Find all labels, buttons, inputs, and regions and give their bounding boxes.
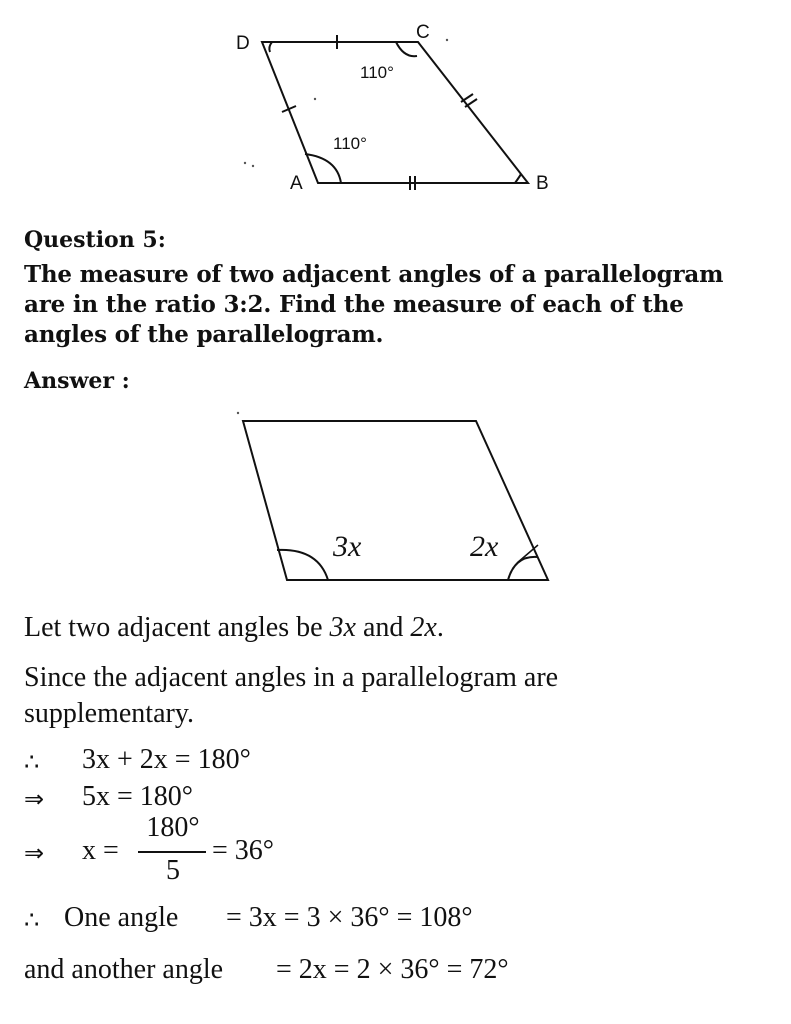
angle-c-arc xyxy=(396,42,417,56)
implies-symbol-1: ⇒ xyxy=(24,785,45,813)
vertex-d-label: D xyxy=(236,33,250,54)
therefore-symbol-1: ∴ xyxy=(24,748,40,776)
equation-3-rhs: = 36° xyxy=(212,835,274,866)
solution-reason: Since the adjacent angles in a parallelogram are supplementary. xyxy=(24,662,559,729)
equation-4-label: One angle xyxy=(64,902,179,933)
equation-5: = 2x = 2 × 36° = 72° xyxy=(276,954,509,985)
angle-3x-label: 3x xyxy=(333,530,362,563)
solution-intro-mid: and xyxy=(355,612,411,643)
question-heading: Question 5: xyxy=(24,227,166,253)
solution-intro-text: Let two adjacent angles be xyxy=(24,612,330,643)
parallelogram-ratio-outline xyxy=(243,421,548,580)
vertex-b-label: B xyxy=(536,173,549,194)
parallelogram-abcd-outline xyxy=(262,42,528,183)
equation-3-lhs: x = xyxy=(82,835,119,866)
solution-intro-var1: 3x xyxy=(329,612,356,643)
angle-a-arc xyxy=(305,154,341,183)
therefore-symbol-2: ∴ xyxy=(24,906,40,934)
implies-symbol-2: ⇒ xyxy=(24,839,45,867)
answer-heading: Answer : xyxy=(24,368,130,394)
angle-c-label: 110° xyxy=(360,63,394,82)
angle-b-arc xyxy=(515,174,521,183)
solution-intro-var2: 2x xyxy=(410,612,437,643)
vertex-a-label: A xyxy=(290,173,303,194)
equation-3-numerator: 180° xyxy=(146,812,200,843)
equation-3-denominator: 5 xyxy=(166,855,180,886)
question-text: The measure of two adjacent angles of a parallelogram are in the ratio 3:2. Find the measure of each of the angles of the parallelogram. xyxy=(24,261,724,348)
equation-4: = 3x = 3 × 36° = 108° xyxy=(226,902,473,933)
solution-intro-line xyxy=(24,612,444,644)
parallelogram-abcd-figure xyxy=(0,0,791,205)
vertex-c-label: C xyxy=(416,22,430,43)
angle-d-arc xyxy=(269,42,272,52)
angle-2x-arc xyxy=(508,557,538,580)
fraction-bar xyxy=(138,851,206,853)
equation-2: 5x = 180° xyxy=(82,781,193,812)
angle-3x-arc xyxy=(277,550,328,580)
equation-5-label: and another angle xyxy=(24,954,224,985)
angle-2x-label: 2x xyxy=(470,530,499,563)
parallelogram-ratio-figure xyxy=(0,405,791,595)
equation-1: 3x + 2x = 180° xyxy=(82,744,251,775)
solution-intro-end: . xyxy=(436,612,444,643)
angle-a-label: 110° xyxy=(333,134,367,153)
